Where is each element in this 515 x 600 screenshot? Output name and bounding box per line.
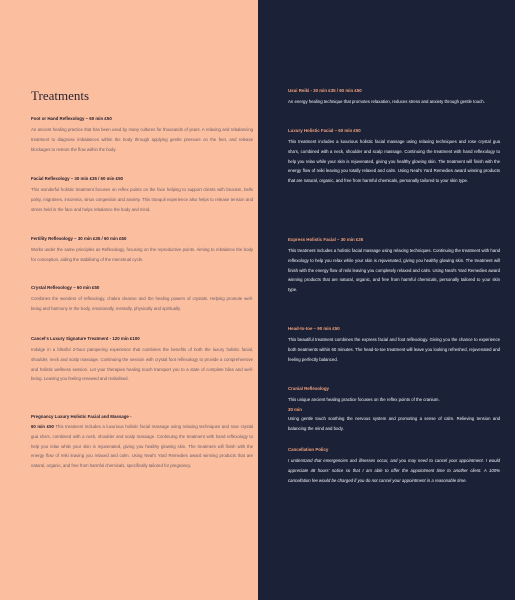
treatment-heading: Usui Reiki - 30 min £35 / 60 min £50 — [288, 88, 362, 93]
treatment-heading: Fertility Reflexology – 30 min £35 / 60 min £50 — [31, 236, 127, 241]
treatment-description — [31, 422, 253, 471]
treatment-cranial-reflexology — [288, 386, 500, 433]
treatment-description: An ancient healing practice that has been used by many cultures for thousands of years. A relaxing and rebalancing treatment to diagnose imbalances within the body through applying gentle pressure on the feet, and release blockages to restore the flow within the body. — [31, 127, 253, 152]
treatment-heading: Facial Reflexology – 30 min £35 / 60 min £50 — [31, 176, 124, 181]
treatment-description: Indulge in a blissful 2-hour pampering experience that combines the benefits of both the luxury holistic facial, shoulder, neck and scalp massage. Continuing the session with crystal foot reflexology to provide a comprehensive and holistic wellness session. Let your therapies healing touch transport you to a state of complete bliss and well-being. Leaving you feeling renewed and revitalised. — [31, 347, 253, 382]
treatment-heading: Cranial Reflexology — [288, 386, 329, 391]
treatment-crystal-reflexology — [31, 285, 253, 314]
treatment-description: This wonderful holistic treatment focuses on reflex points on the face helping to support clients with bruxism, bells palsy, migraines, insomnia, sinus congestion and anxiety. This tranquil experience also helps to release tension and stress held in the face and helps rebalance the body and mind. — [31, 187, 253, 212]
treatment-heading: Head-to-toe – 90 min £50 — [288, 326, 340, 331]
right-panel — [258, 0, 515, 600]
treatment-express-holistic-facial — [288, 237, 500, 295]
treatment-facial-reflexology — [31, 176, 253, 214]
treatment-heading: Cancel's Luxury Signature Treatment - 120 min £100 — [31, 336, 140, 341]
treatment-duration: 60 min £50 — [31, 424, 54, 429]
treatment-description: This treatment includes a luxurious holistic facial massage using relaxing techniques and rose crystal gua sha's, combined with a neck, shoulder and scalp massage. Continuing the treatment with hand reflexology to help you relax while your skin is rejuvenated, giving you healthy glowing skin. The treatment will finish with the energy flow of reiki leaving you totally relaxed and calm. Using Neal's Yard Remedies award winning products that are natural, organic, and free from harmful chemicals, personally tailored to your skin type. — [288, 139, 500, 184]
treatment-usui-reiki — [288, 88, 500, 107]
page-title: Treatments — [31, 88, 90, 103]
treatment-luxury-holistic-facial — [288, 128, 500, 186]
policy-text: I understand that emergencies and illnesses occur, and you may need to cancel your appointment. I would appreciate 48 hours' notice so that I am able to offer the appointment time to another client. A 100% cancellation fee would be charged if you do not cancel your appointment in a reasonable time. — [288, 458, 500, 483]
treatment-heading: Crystal Reflexology – 60 min £50 — [31, 285, 100, 290]
treatment-heading: Foot or Hand Reflexology – 60 min £50 — [31, 116, 112, 121]
policy-heading: Cancellation Policy — [288, 447, 329, 452]
treatment-pregnancy-facial — [31, 414, 253, 471]
treatment-description: Works under the same principles as Reflexology, focusing on the reproductive points. Aiming to rebalance the body for conception, aiding the stabilising of the menstrual cycle. — [31, 247, 253, 262]
treatment-signature — [31, 336, 253, 384]
treatment-heading: Luxury Holistic Facial – 60 min £50 — [288, 128, 361, 133]
treatment-description-text: This treatment includes a luxurious holistic facial massage using relaxing techniques and rose crystal gua sha's, combined with a neck, shoulder and scalp massage. Continuing the treatment with hand reflexology to help you relax while your skin is rejuvenated, giving you healthy glowing skin. The treatment will finish with the energy flow of reiki leaving you relaxed and calm. Using Neal's Yard Remedies award winning products that are natural, organic, and free from harmful chemicals, specifically tailored for pregnancy. — [31, 424, 253, 469]
treatment-description: An energy healing technique that promotes relaxation, reduces stress and anxiety through gentle touch. — [288, 99, 485, 104]
treatment-description: This beautiful treatment combines the express facial and foot reflexology. Giving you the chance to experience both treatments within 60 minutes. The head-to-toe treatment will leave you looking refreshed, rejuvenated and feeling perfectly balanced. — [288, 337, 500, 362]
treatment-foot-hand-reflexology — [31, 116, 253, 154]
treatment-heading: Express Holistic Facial – 30 min £35 — [288, 237, 364, 242]
treatment-head-to-toe — [288, 326, 500, 364]
treatment-description-continued: Using gentle touch soothing the nervous system and promoting a sense of calm. Relieving tension and balancing the mind and body. — [288, 415, 500, 431]
treatment-duration: 30 min — [288, 406, 302, 412]
treatment-heading: Pregnancy Luxury Holistic Facial and Massage - — [31, 414, 132, 419]
cancellation-policy — [288, 447, 500, 485]
treatment-fertility-reflexology — [31, 236, 253, 265]
treatment-description: This treatment includes a holistic facial massage using relaxing techniques. Continuing the treatment with hand reflexology to help you relax while your skin is rejuvenated, giving you healthy glowing skin. The treatment will finish with the energy flow of reiki leaving you completely relaxed and calm. Using Neal's Yard Remedies award winning products that are natural, organic, and free from harmful chemicals, personally tailored to your skin type. — [288, 248, 500, 293]
treatment-description: This unique ancient healing practice focuses on the reflex points of the cranium. — [288, 397, 440, 402]
treatment-description: Combines the wonders of reflexology, chakra cleanse and the healing powers of crystals. Helping promote well-being and harmony in the body, emotionally, mentally, physically and spiritually. — [31, 296, 253, 311]
